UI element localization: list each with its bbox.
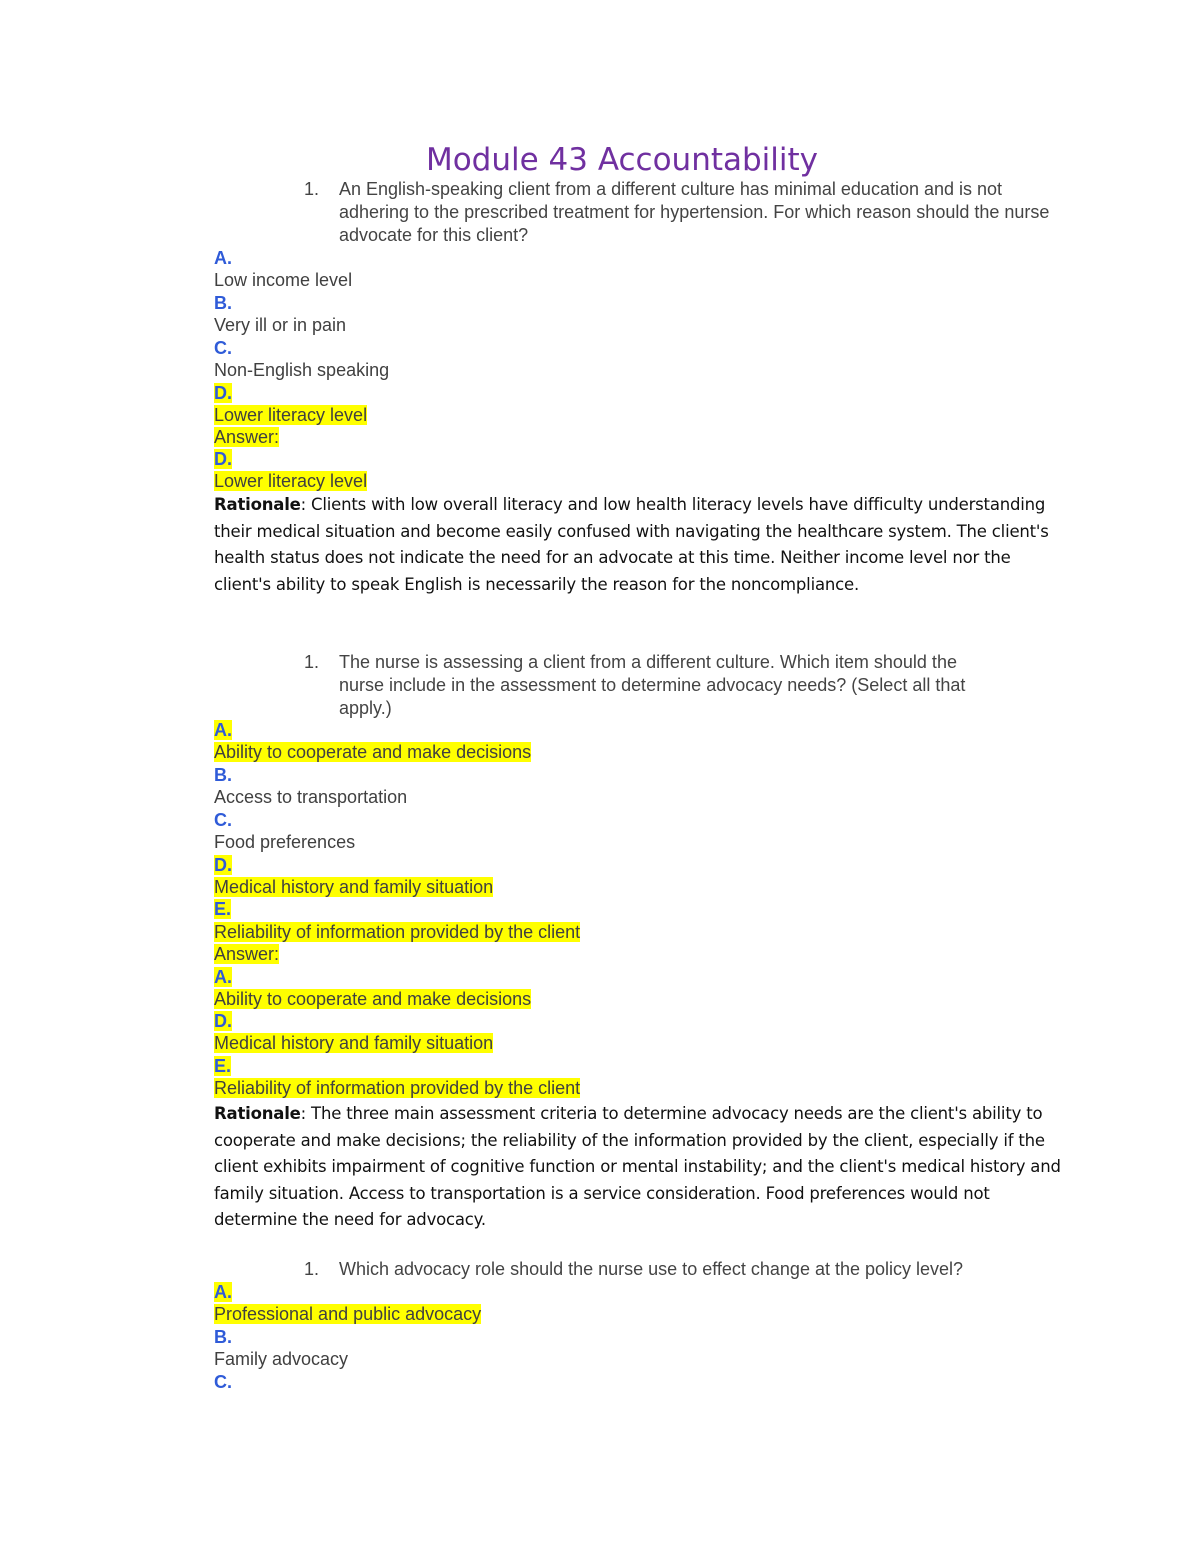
question-number: 1. — [304, 179, 320, 199]
option-text-correct: Professional and public advocacy — [214, 1304, 482, 1324]
option-text-correct: Reliability of information provided by the client — [214, 922, 581, 942]
option-letter-correct: A. — [214, 720, 232, 740]
question-2 — [304, 651, 1064, 720]
question-number: 1. — [304, 652, 320, 672]
answer-text: Medical history and family situation — [214, 1033, 494, 1053]
answer-text: Lower literacy level — [214, 471, 368, 491]
answer-letter: D. — [214, 449, 232, 469]
option-text-correct: Ability to cooperate and make decisions — [214, 742, 532, 762]
option-text: Access to transportation — [214, 787, 408, 807]
question-text: The nurse is assessing a client from a different culture. Which item should the nurse include in the assessment to determine advocacy needs? (Select all that apply.) — [339, 652, 966, 718]
option-text-correct: Medical history and family situation — [214, 877, 494, 897]
option-letter-correct: D. — [214, 855, 232, 875]
option-letter-correct: E. — [214, 899, 232, 919]
option-letter: C. — [214, 338, 232, 358]
page-title: Module 43 Accountability — [425, 142, 819, 178]
option-letter: B. — [214, 293, 232, 313]
question-text: Which advocacy role should the nurse use to effect change at the policy level? — [339, 1259, 964, 1279]
option-text: Non-English speaking — [214, 360, 390, 380]
question-1 — [304, 178, 1064, 247]
option-letter-correct: A. — [214, 1282, 232, 1302]
answer-text: Reliability of information provided by the client — [214, 1078, 581, 1098]
option-letter: B. — [214, 765, 232, 785]
rationale-1: Rationale: Clients with low overall literacy and low health literacy levels have difficulty understanding their medical situation and become easily confused with navigating the healthcare system. The client's health status does not indicate the need for an advocate at this time. Neither income level nor the client's ability to speak English is necessarily the reason for the noncompliance. — [214, 495, 1049, 594]
question-number: 1. — [304, 1259, 320, 1279]
option-letter: B. — [214, 1327, 232, 1347]
option-letter: A. — [214, 248, 232, 268]
answer-letter: D. — [214, 1011, 232, 1031]
option-text: Food preferences — [214, 832, 356, 852]
option-letter: C. — [214, 1372, 232, 1392]
answer-text: Ability to cooperate and make decisions — [214, 989, 532, 1009]
option-text: Very ill or in pain — [214, 315, 347, 335]
question-3 — [304, 1258, 1064, 1281]
option-letter: C. — [214, 810, 232, 830]
option-text: Low income level — [214, 270, 353, 290]
answer-label: Answer: — [214, 427, 280, 447]
option-text: Family advocacy — [214, 1349, 349, 1369]
question-text: An English-speaking client from a different culture has minimal education and is not adhering to the prescribed treatment for hypertension. For which reason should the nurse advocate for this client? — [339, 179, 1050, 245]
rationale-2: Rationale: The three main assessment criteria to determine advocacy needs are the client's ability to cooperate and make decisions; the reliability of the information provided by the client, especially if the client exhibits impairment of cognitive function or mental instability; and the client's medical history and family situation. Access to transportation is a service consideration. Food preferences would not determine the need for advocacy. — [214, 1104, 1061, 1229]
answer-letter: E. — [214, 1056, 232, 1076]
answer-label: Answer: — [214, 944, 280, 964]
option-letter-correct: D. — [214, 383, 232, 403]
option-text-correct: Lower literacy level — [214, 405, 368, 425]
answer-letter: A. — [214, 967, 232, 987]
